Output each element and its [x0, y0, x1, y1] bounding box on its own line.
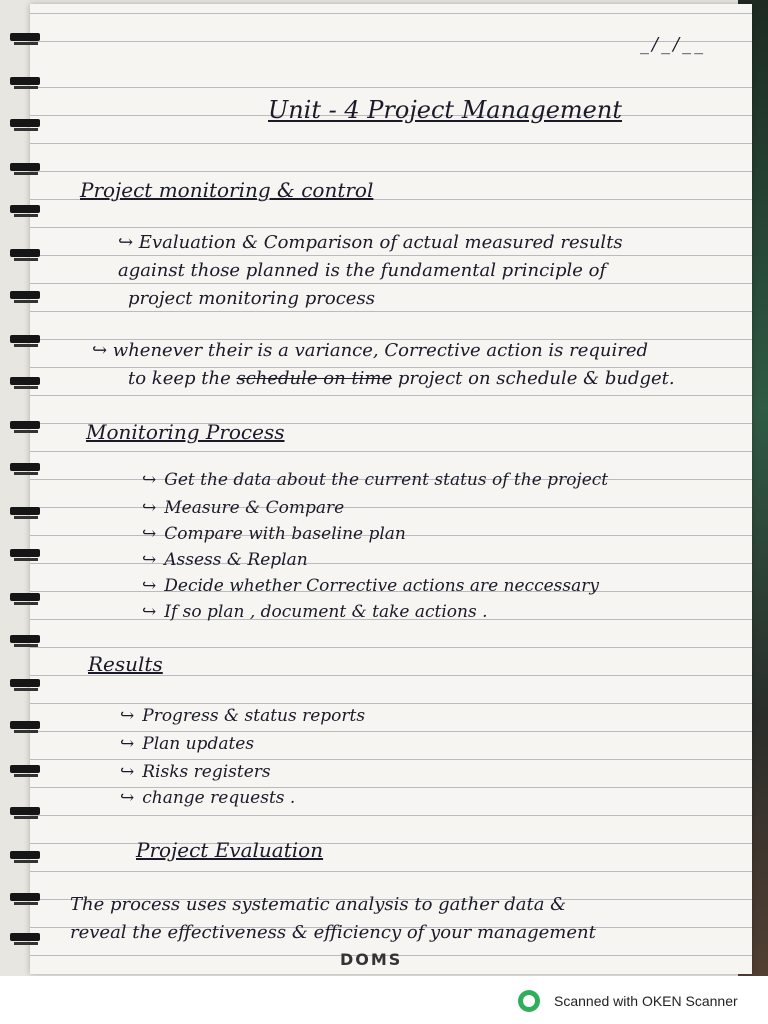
spiral-ring: [10, 418, 44, 436]
spiral-binding: [10, 30, 44, 950]
page-date: _/_/__: [640, 34, 707, 55]
list-item-text: Measure & Compare: [164, 498, 345, 518]
spiral-ring: [10, 246, 44, 264]
list-item-text: If so plan , document & take actions .: [164, 602, 488, 622]
paragraph-line: project monitoring process: [128, 288, 375, 309]
list-item-text: Plan updates: [142, 734, 255, 754]
spiral-ring: [10, 762, 44, 780]
list-item-text: change requests .: [142, 788, 296, 808]
spiral-ring: [10, 590, 44, 608]
spiral-ring: [10, 116, 44, 134]
hook-arrow-icon: ↪: [142, 524, 157, 544]
list-item: [120, 734, 254, 754]
scanner-watermark: [518, 990, 738, 1012]
list-item: [142, 576, 599, 596]
spiral-ring: [10, 74, 44, 92]
spiral-ring: [10, 632, 44, 650]
hook-arrow-icon: ↪: [142, 470, 157, 490]
section-heading-monitoring-control: Project monitoring & control: [80, 178, 374, 202]
list-item-text: Progress & status reports: [142, 706, 366, 726]
hook-arrow-icon: ↪: [142, 602, 157, 622]
section-heading-project-evaluation: Project Evaluation: [136, 838, 324, 862]
list-item: [142, 470, 608, 490]
hook-arrow-icon: ↪: [120, 762, 135, 782]
hook-arrow-icon: ↪: [120, 706, 135, 726]
oken-scanner-logo-icon: [518, 990, 540, 1012]
hook-arrow-icon: ↪: [142, 550, 157, 570]
list-item-text: Compare with baseline plan: [164, 524, 406, 544]
paragraph-line: reveal the effectiveness & efficiency of your management: [70, 922, 596, 943]
paragraph-line: [128, 368, 675, 389]
spiral-ring: [10, 504, 44, 522]
spiral-ring: [10, 676, 44, 694]
spiral-ring: [10, 30, 44, 48]
spiral-ring: [10, 848, 44, 866]
hook-arrow-icon: ↪: [142, 576, 157, 596]
spiral-ring: [10, 460, 44, 478]
list-item: [120, 788, 295, 808]
paragraph-line: against those planned is the fundamental principle of: [118, 260, 607, 281]
list-item-text: Get the data about the current status of the project: [164, 470, 609, 490]
spiral-ring: [10, 718, 44, 736]
section-heading-results: Results: [88, 652, 163, 676]
list-item: [142, 550, 308, 570]
hook-arrow-icon: ↪: [120, 788, 135, 808]
paragraph-line: ↪ Evaluation & Comparison of actual measured results: [118, 232, 623, 253]
list-item-text: Assess & Replan: [164, 550, 308, 570]
spiral-ring: [10, 374, 44, 392]
list-item: [142, 524, 406, 544]
list-item: [142, 602, 488, 622]
hook-arrow-icon: ↪: [142, 498, 157, 518]
spiral-ring: [10, 288, 44, 306]
list-item-text: Decide whether Corrective actions are neccessary: [164, 576, 599, 596]
page-title: Unit - 4 Project Management: [268, 96, 622, 124]
notebook-brand-logo: DOMS: [340, 950, 403, 969]
spiral-ring: [10, 930, 44, 948]
paragraph-line: ↪ whenever their is a variance, Corrective action is required: [92, 340, 649, 361]
hook-arrow-icon: ↪: [120, 734, 135, 754]
struck-text: schedule on time: [236, 368, 393, 389]
text-fragment: to keep the: [128, 368, 231, 389]
list-item: [120, 706, 365, 726]
spiral-ring: [10, 332, 44, 350]
spiral-ring: [10, 804, 44, 822]
scanner-text: Scanned with OKEN Scanner: [554, 993, 738, 1009]
list-item-text: Risks registers: [142, 762, 271, 782]
section-heading-monitoring-process: Monitoring Process: [86, 420, 285, 444]
list-item: [120, 762, 271, 782]
text-fragment: project on schedule & budget.: [397, 368, 675, 389]
paragraph-line: The process uses systematic analysis to gather data &: [70, 894, 567, 915]
spiral-ring: [10, 160, 44, 178]
spiral-ring: [10, 890, 44, 908]
spiral-ring: [10, 546, 44, 564]
list-item: [142, 498, 344, 518]
spiral-ring: [10, 202, 44, 220]
